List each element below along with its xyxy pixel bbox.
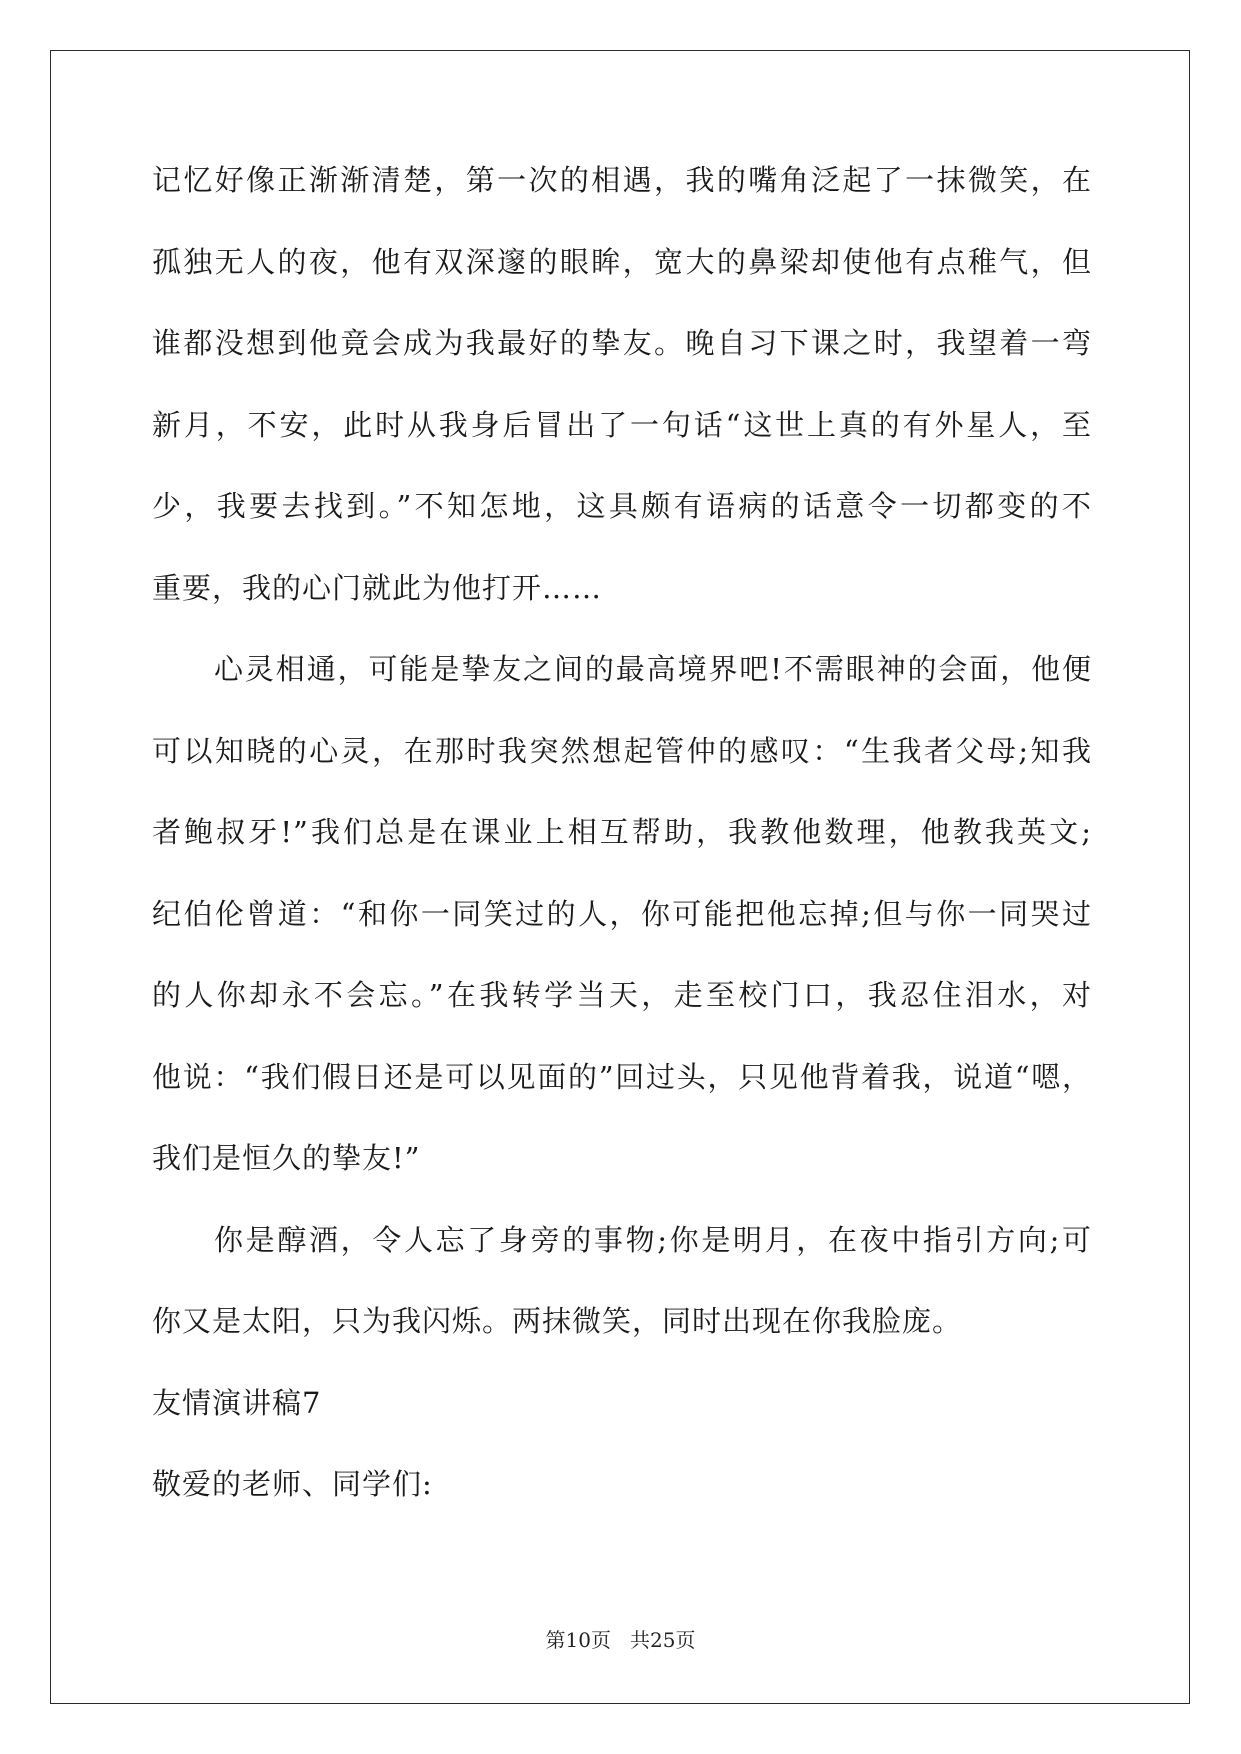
body-line-8: 可以知晓的心灵，在那时我突然想起管仲的感叹：“生我者父母;知我 bbox=[152, 733, 1092, 768]
page-number: 第10页 bbox=[545, 1628, 611, 1652]
body-line-3: 谁都没想到他竟会成为我最好的挚友。晚自习下课之时，我望着一弯 bbox=[152, 326, 1092, 360]
body-line-10: 纪伯伦曾道：“和你一同笑过的人，你可能把他忘掉;但与你一同哭过 bbox=[152, 896, 1092, 931]
page-total: 共25页 bbox=[630, 1628, 696, 1652]
body-line-5: 少，我要去找到。”不知怎地，这具颇有语病的话意令一切都变的不 bbox=[152, 489, 1092, 523]
body-line-1: 记忆好像正渐渐清楚，第一次的相遇，我的嘴角泛起了一抹微笑，在 bbox=[152, 163, 1092, 197]
document-body bbox=[152, 160, 1092, 1546]
body-line-15: 你又是太阳，只为我闪烁。两抹微笑，同时出现在你我脸庞。 bbox=[152, 1304, 963, 1338]
body-line-14: 你是醇酒，令人忘了身旁的事物;你是明月，在夜中指引方向;可 bbox=[214, 1222, 1092, 1257]
section-heading: 友情演讲稿7 bbox=[152, 1385, 322, 1420]
body-line-4: 新月，不安，此时从我身后冒出了一句话“这世上真的有外星人，至 bbox=[152, 407, 1092, 442]
body-line-11: 的人你却永不会忘。”在我转学当天，走至校门口，我忍住泪水，对 bbox=[152, 978, 1092, 1012]
body-line-6: 重要，我的心门就此为他打开…… bbox=[152, 570, 603, 605]
body-line-13: 我们是恒久的挚友!” bbox=[152, 1141, 421, 1175]
body-line-12: 他说：“我们假日还是可以见面的”回过头，只见他背着我，说道“嗯， bbox=[152, 1059, 1092, 1094]
page-footer bbox=[0, 1627, 1241, 1653]
body-line-7: 心灵相通，可能是挚友之间的最高境界吧!不需眼神的会面，他便 bbox=[214, 652, 1092, 686]
body-line-2: 孤独无人的夜，他有双深邃的眼眸，宽大的鼻梁却使他有点稚气，但 bbox=[152, 244, 1092, 279]
body-line-9: 者鲍叔牙!”我们总是在课业上相互帮助，我教他数理，他教我英文; bbox=[152, 815, 1092, 849]
salutation: 敬爱的老师、同学们: bbox=[152, 1467, 433, 1501]
